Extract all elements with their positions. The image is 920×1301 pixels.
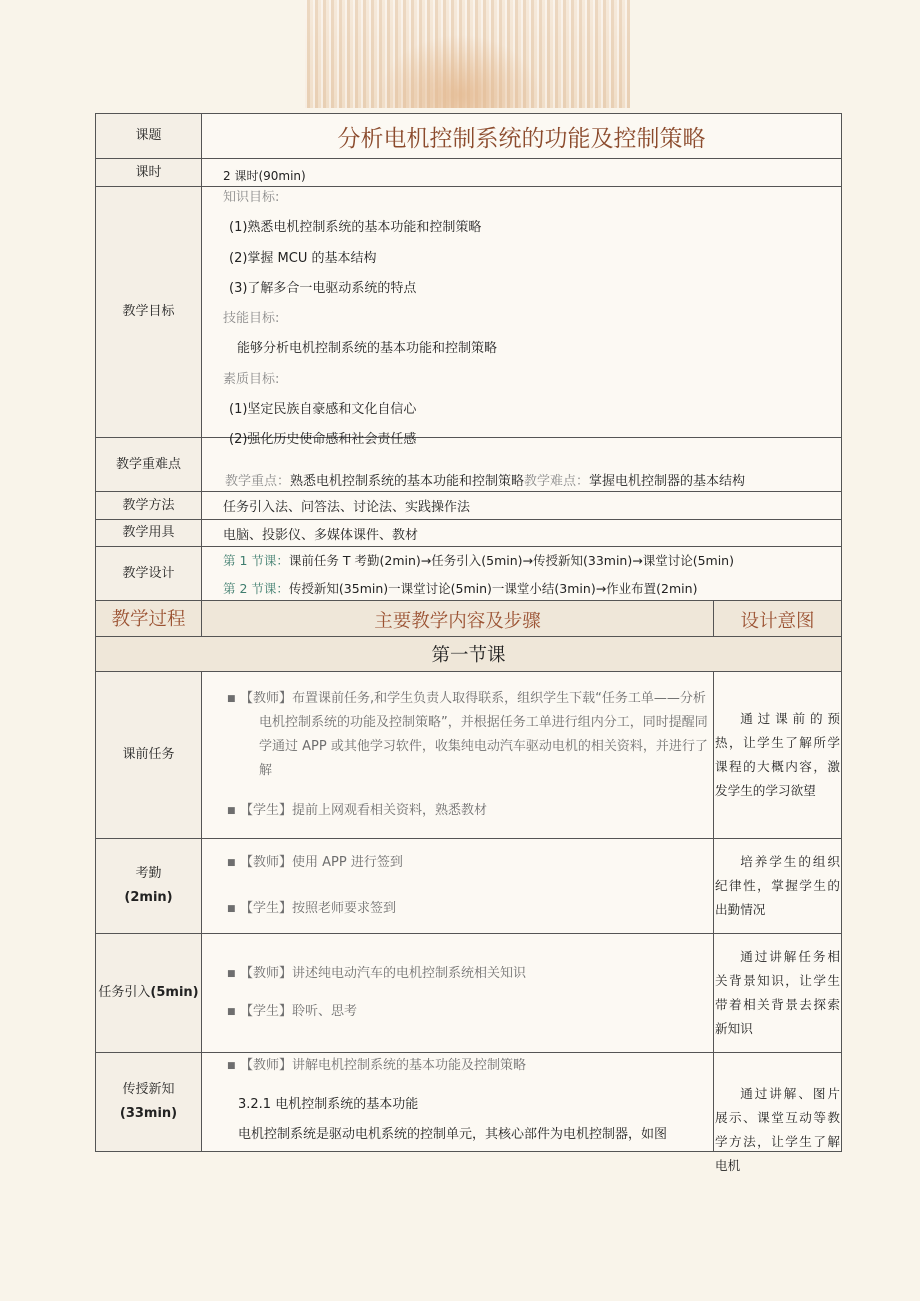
hours-value: 2 课时(90min) [223,169,306,183]
step-text: 使用 APP 进行签到 [292,855,403,870]
step-role: 【学生】 [240,803,293,818]
header-intent: 设计意图 [714,601,841,636]
stage-intent [714,839,841,933]
methods-row [96,492,841,520]
title-row [96,114,841,159]
session-2-flow: 传授新知(35min)一课堂讨论(5min)一课堂小结(3min)→作业布置(2min) [288,581,698,596]
stage-steps [202,672,714,838]
stage-name-text: 任务引入 [98,985,151,1000]
lesson-plan-table [95,113,842,1173]
knowledge-item: (1)熟悉电机控制系统的基本功能和控制策略 [229,220,482,236]
step-text: 讲述纯电动汽车的电机控制系统相关知识 [292,966,527,981]
decorative-banner-image [305,0,630,108]
stage-intent [714,672,841,838]
stage-steps [202,839,714,933]
design-session-1 [223,547,841,575]
quality-item: (1)坚定民族自豪感和文化自信心 [229,401,417,417]
step-role: 【学生】 [240,1004,293,1019]
step-text: 布置课前任务,和学生负责人取得联系，组织学生下载“任务工单——分析电机控制系统的功能及控制策略”，并根据任务工单进行组内分工，同时提醒同学通过 APP 或其他学习软件，收集纯电动汽车驱动电机的相关资料，并进行了解 [259,691,708,778]
skill-heading: 技能目标: [223,311,280,326]
key-point-label: 教学重点： [225,474,291,489]
quality-heading: 素质目标: [223,371,280,387]
stage-row [96,672,841,839]
step-role: 【教师】 [240,1058,293,1073]
step-role: 【教师】 [240,691,293,706]
hours-label: 课时 [96,159,202,186]
design-session-2 [223,575,841,603]
knowledge-heading: 知识目标: [223,190,280,205]
tools-value: 电脑、投影仪、多媒体课件、教材 [223,528,419,543]
knowledge-item: (2)掌握 MCU 的基本结构 [229,250,377,266]
stage-duration: (2min) [124,890,173,905]
bullet-square-icon: ■ [227,904,236,914]
stage-name-text: 传授新知 [122,1082,175,1097]
objectives-label: 教学目标 [96,187,202,437]
stage-steps [202,1053,714,1151]
process-header-row [96,601,841,637]
step-role: 【教师】 [240,966,293,981]
session-1-label: 第 1 节课： [223,553,289,568]
section-heading: 3.2.1 电机控制系统的基本功能 [238,1097,419,1112]
intent-text: 通过讲解任务相关背景知识，让学生带着相关背景去探索新知识 [715,949,840,1036]
lesson-title: 分析电机控制系统的功能及控制策略 [337,125,706,152]
stage-name [96,672,202,838]
title-label: 课题 [96,114,202,158]
section-text: 电机控制系统是驱动电机系统的控制单元，其核心部件为电机控制器，如图 [238,1127,668,1142]
tools-row [96,520,841,547]
design-row [96,547,841,601]
stage-name-line [98,981,198,1005]
session-title-row [96,637,841,672]
objectives-cell [202,187,841,447]
objectives-list [202,183,841,455]
stage-row [96,1053,841,1173]
key-point-text: 熟悉电机控制系统的基本功能和控制策略 [290,474,525,489]
stage-duration: (33min) [119,1106,178,1121]
bullet-square-icon: ■ [227,806,236,816]
stage-row [96,839,841,934]
session-2-label: 第 2 节课： [223,581,289,596]
step-role: 【学生】 [240,901,293,916]
design-cell [202,547,841,600]
teacher-step [202,851,713,875]
bullet-square-icon: ■ [227,1061,236,1071]
objectives-row [96,187,841,447]
bullet-square-icon: ■ [227,858,236,868]
stage-name [96,839,202,933]
session-title: 第一节课 [431,645,506,666]
student-step [202,897,713,921]
stage-name [96,1053,202,1151]
key-points-label: 教学重难点 [96,438,202,491]
step-role: 【教师】 [240,855,293,870]
step-text: 讲解电机控制系统的基本功能及控制策略 [292,1058,527,1073]
header-process: 教学过程 [96,601,202,636]
stage-name [96,934,202,1052]
stage-name-text: 考勤 [135,866,162,881]
stage-row [96,934,841,1053]
bullet-square-icon: ■ [227,694,236,704]
quality-item: (2)强化历史使命感和社会责任感 [229,432,417,447]
intent-text: 通过讲解、图片展示、课堂互动等教学方法，让学生了解电机 [715,1086,840,1173]
step-text: 聆听、思考 [292,1004,358,1019]
difficulty-label: 教学难点： [524,474,590,489]
teacher-step [202,1054,713,1078]
teacher-step [202,687,713,783]
bullet-square-icon: ■ [227,969,236,979]
intent-text: 通过课前的预热，让学生了解所学课程的大概内容，激发学生的学习欲望 [715,711,840,798]
session-1-flow: 课前任务 T 考勤(2min)→任务引入(5min)→传授新知(33min)→课堂讨论(5min) [288,553,734,568]
step-text: 按照老师要求签到 [292,901,397,916]
teacher-step [202,962,713,986]
stage-duration: (5min) [150,985,199,1000]
skill-item: 能够分析电机控制系统的基本功能和控制策略 [237,341,498,357]
bullet-square-icon: ■ [227,1007,236,1017]
step-text: 提前上网观看相关资料，熟悉教材 [292,803,488,818]
difficulty-text: 掌握电机控制器的基本结构 [589,474,746,489]
intent-text: 培养学生的组织纪律性，掌握学生的出勤情况 [715,854,840,917]
methods-label: 教学方法 [96,492,202,519]
methods-value: 任务引入法、问答法、讨论法、实践操作法 [223,500,471,515]
design-label: 教学设计 [96,547,202,600]
tools-label: 教学用具 [96,520,202,546]
student-step [202,799,713,823]
stage-name-text: 课前任务 [122,747,175,762]
knowledge-item: (3)了解多合一电驱动系统的特点 [229,280,417,296]
stage-steps [202,934,714,1052]
student-step [202,1000,713,1024]
stage-intent [714,934,841,1052]
header-content: 主要教学内容及步骤 [202,601,714,636]
stage-intent [714,1053,841,1173]
title-cell [202,114,841,158]
